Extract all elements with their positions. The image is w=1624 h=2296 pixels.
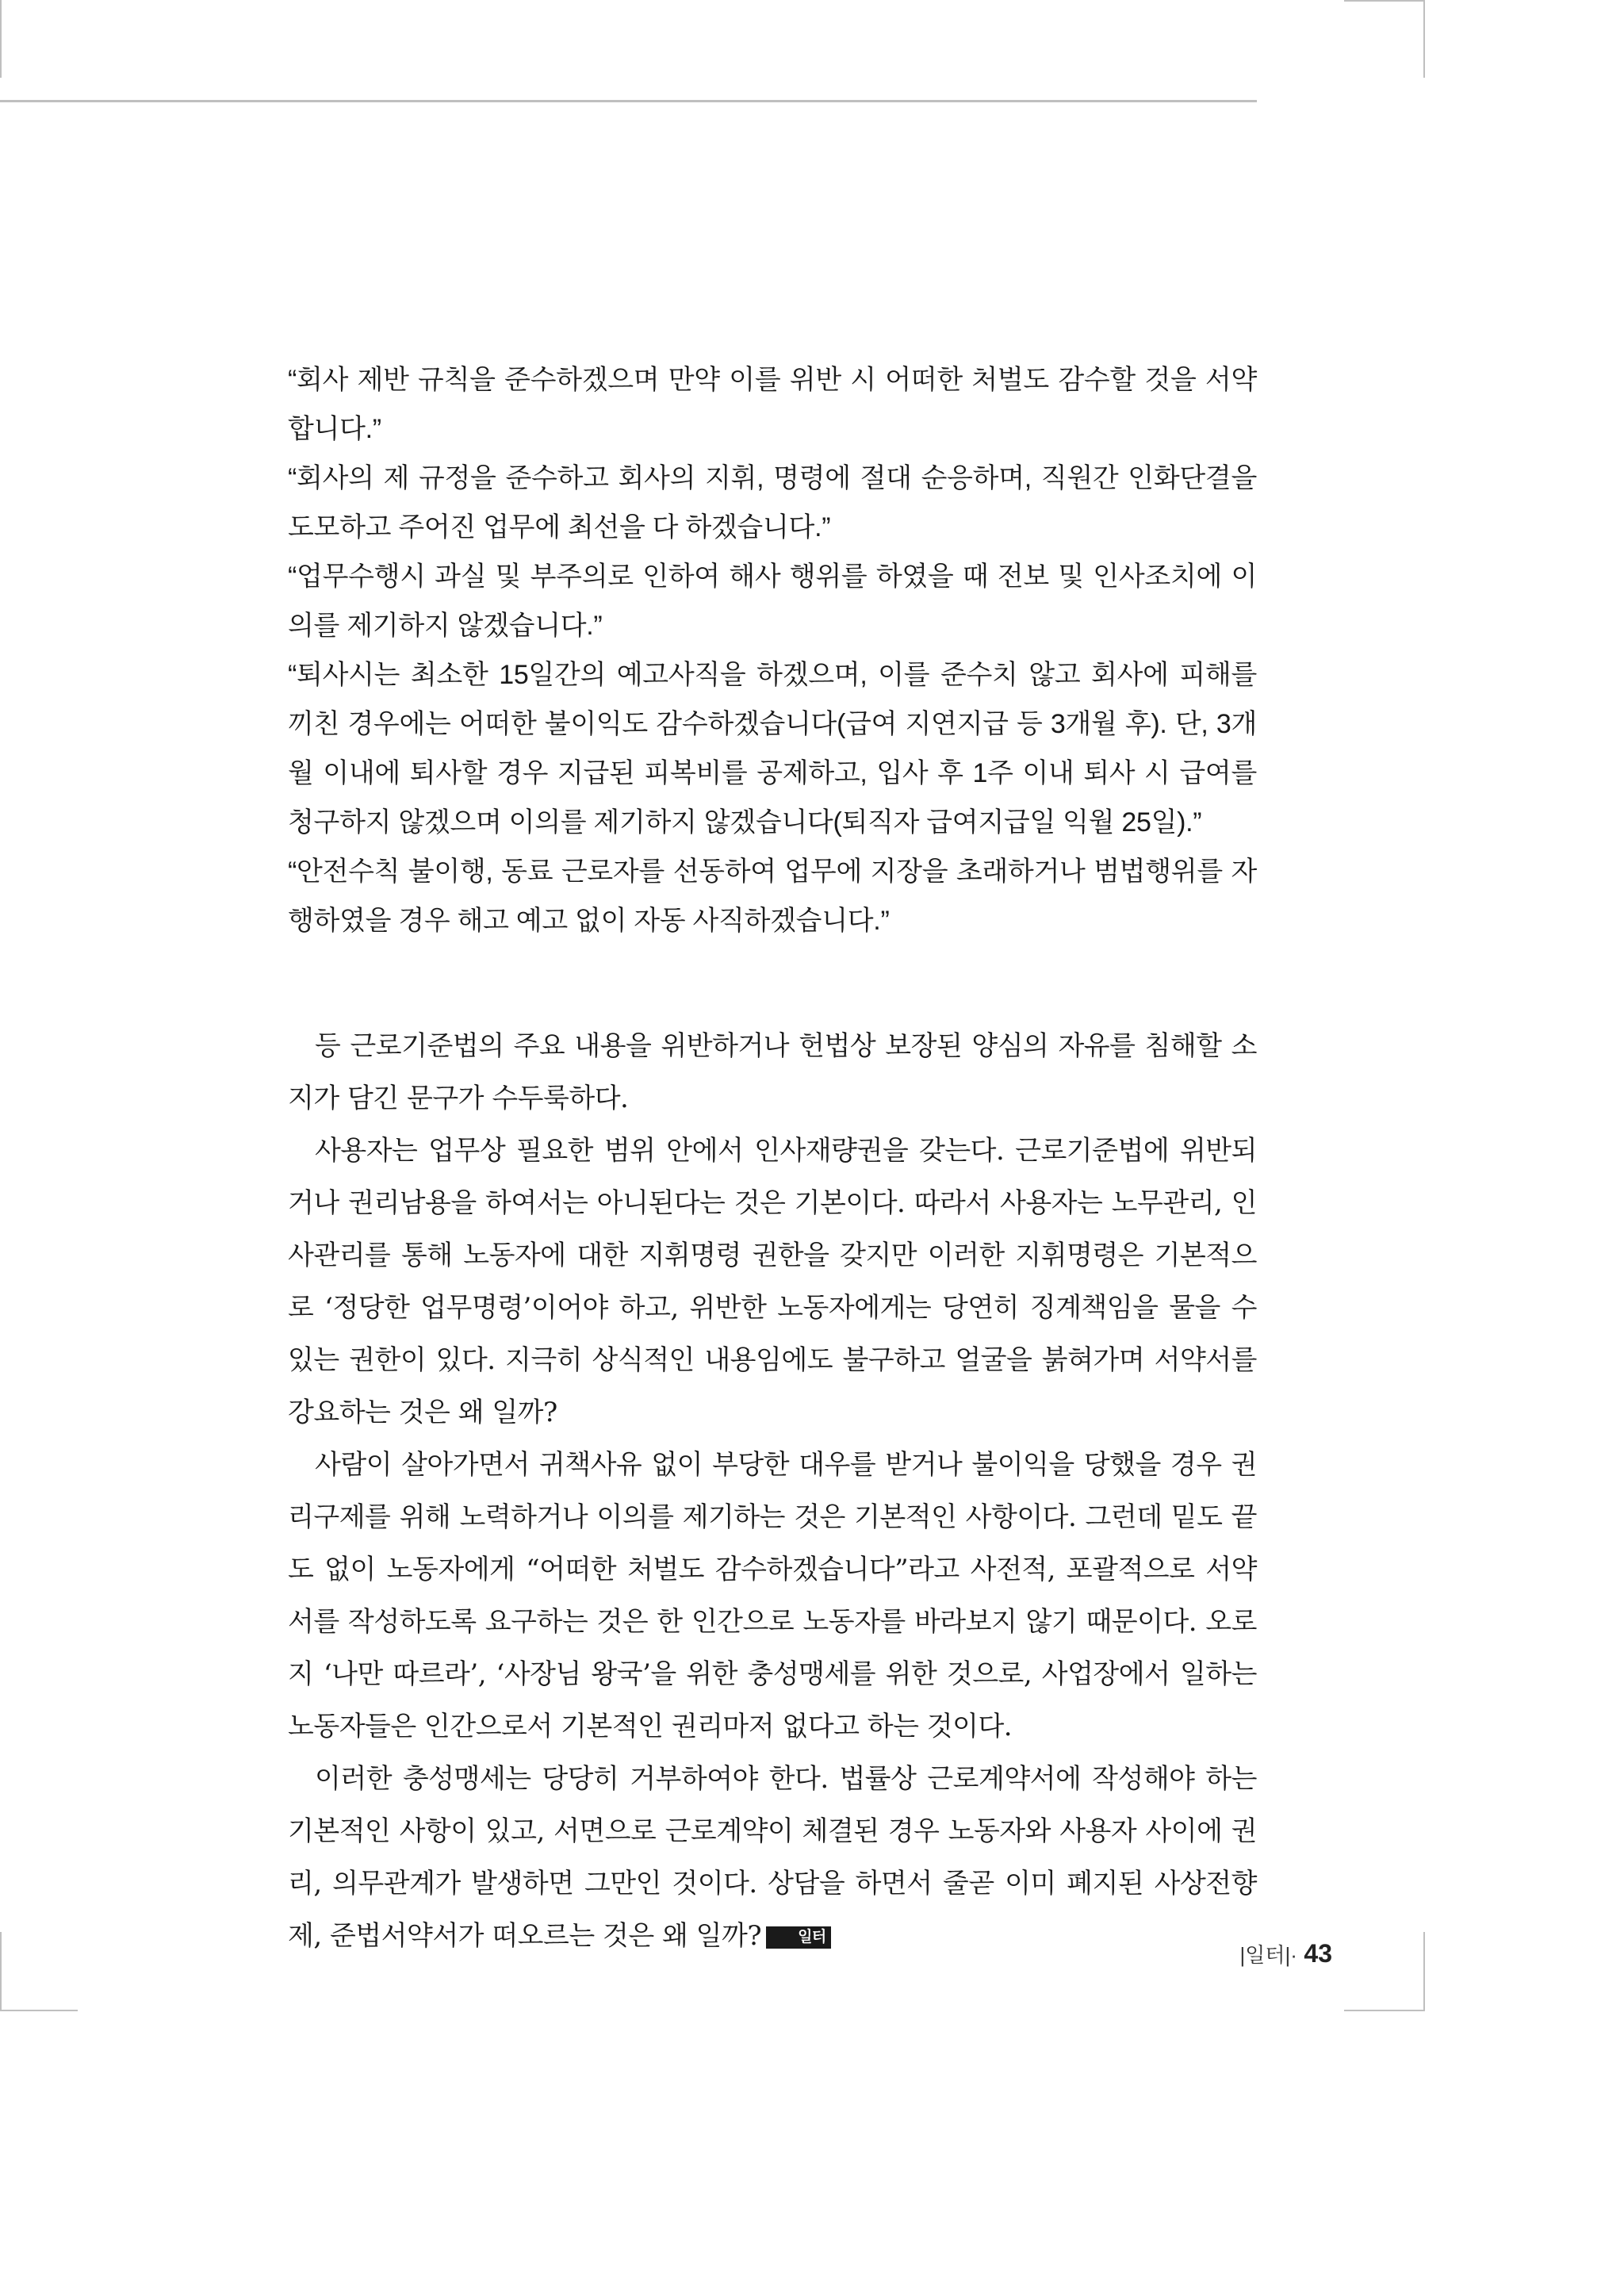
crop-mark-bottom-left-vertical [0, 1932, 2, 2011]
paragraph-4-text: 이러한 충성맹세는 당당히 거부하여야 한다. 법률상 근로계약서에 작성해야 하는 기본적인 사항이 있고, 서면으로 근로계약이 체결된 경우 노동자와 사용자 사이에 권리, 의무관계가 발생하면 그만인 것이다. 상담을 하면서 줄곧 이미 폐지된 사상전향제, 준법서약서가 떠오르는 것은 왜 일까? [288, 1763, 1257, 1952]
quote-1: “회사 제반 규칙을 준수하겠으며 만약 이를 위반 시 어떠한 처벌도 감수할 것을 서약합니다.” [288, 365, 1257, 444]
page-footer [1240, 1939, 1332, 1968]
body-paragraphs [288, 1020, 1257, 1962]
crop-mark-top-left-vertical [0, 0, 2, 78]
header-rule [0, 100, 1257, 102]
crop-mark-bottom-right-horizontal [1344, 2010, 1423, 2011]
article-body [288, 355, 1257, 1962]
crop-mark-top-right-vertical [1423, 0, 1425, 78]
quote-5: “안전수칙 불이행, 동료 근로자를 선동하여 업무에 지장을 초래하거나 범법행위를 자행하였을 경우 해고 예고 없이 자동 사직하겠습니다.” [288, 857, 1257, 936]
crop-mark-bottom-right-vertical [1423, 1932, 1425, 2011]
paragraph-4 [288, 1753, 1257, 1962]
crop-mark-bottom-left-horizontal [0, 2010, 78, 2011]
quote-4: “퇴사시는 최소한 15일간의 예고사직을 하겠으며, 이를 준수치 않고 회사에 피해를 끼친 경우에는 어떠한 불이익도 감수하겠습니다(급여 지연지급 등 3개월 후). 단, 3개월 이내에 퇴사할 경우 지급된 피복비를 공제하고, 입사 후 1주 이내 퇴사 시 급여를 청구하지 않겠으며 이의를 제기하지 않겠습니다(퇴직자 급여지급일 익월 25일).” [288, 660, 1257, 838]
paragraph-1: 등 근로기준법의 주요 내용을 위반하거나 헌법상 보장된 양심의 자유를 침해할 소지가 담긴 문구가 수두룩하다. [288, 1030, 1257, 1114]
crop-mark-top-right-horizontal [1344, 0, 1423, 2]
pledge-quotes [288, 355, 1257, 945]
page-number: 43 [1304, 1939, 1332, 1968]
quote-3: “업무수행시 과실 및 부주의로 인하여 해사 행위를 하였을 때 전보 및 인사조치에 이의를 제기하지 않겠습니다.” [288, 562, 1257, 641]
footer-magazine-label: |일터|· [1239, 1943, 1297, 1967]
paragraph-2: 사용자는 업무상 필요한 범위 안에서 인사재량권을 갖는다. 근로기준법에 위반되거나 권리남용을 하여서는 아니된다는 것은 기본이다. 따라서 사용자는 노무관리, 인사관리를 통해 노동자에 대한 지휘명령 권한을 갖지만 이러한 지휘명령은 기본적으로 ‘정당한 업무명령’이어야 하고, 위반한 노동자에게는 당연히 징계책임을 물을 수 있는 권한이 있다. 지극히 상식적인 내용임에도 불구하고 얼굴을 붉혀가며 서약서를 강요하는 것은 왜 일까? [288, 1135, 1257, 1428]
paragraph-3: 사람이 살아가면서 귀책사유 없이 부당한 대우를 받거나 불이익을 당했을 경우 권리구제를 위해 노력하거나 이의를 제기하는 것은 기본적인 사항이다. 그런데 밑도 끝도 없이 노동자에게 “어떠한 처벌도 감수하겠습니다”라고 사전적, 포괄적으로 서약서를 작성하도록 요구하는 것은 한 인간으로 노동자를 바라보지 않기 때문이다. 오로지 ‘나만 따르라’, ‘사장님 왕국’을 위한 충성맹세를 위한 것으로, 사업장에서 일하는 노동자들은 인간으로서 기본적인 권리마저 없다고 하는 것이다. [288, 1449, 1257, 1742]
quote-2: “회사의 제 규정을 준수하고 회사의 지휘, 명령에 절대 순응하며, 직원간 인화단결을 도모하고 주어진 업무에 최선을 다 하겠습니다.” [288, 463, 1257, 542]
end-mark-tag: 일터 [766, 1926, 831, 1949]
